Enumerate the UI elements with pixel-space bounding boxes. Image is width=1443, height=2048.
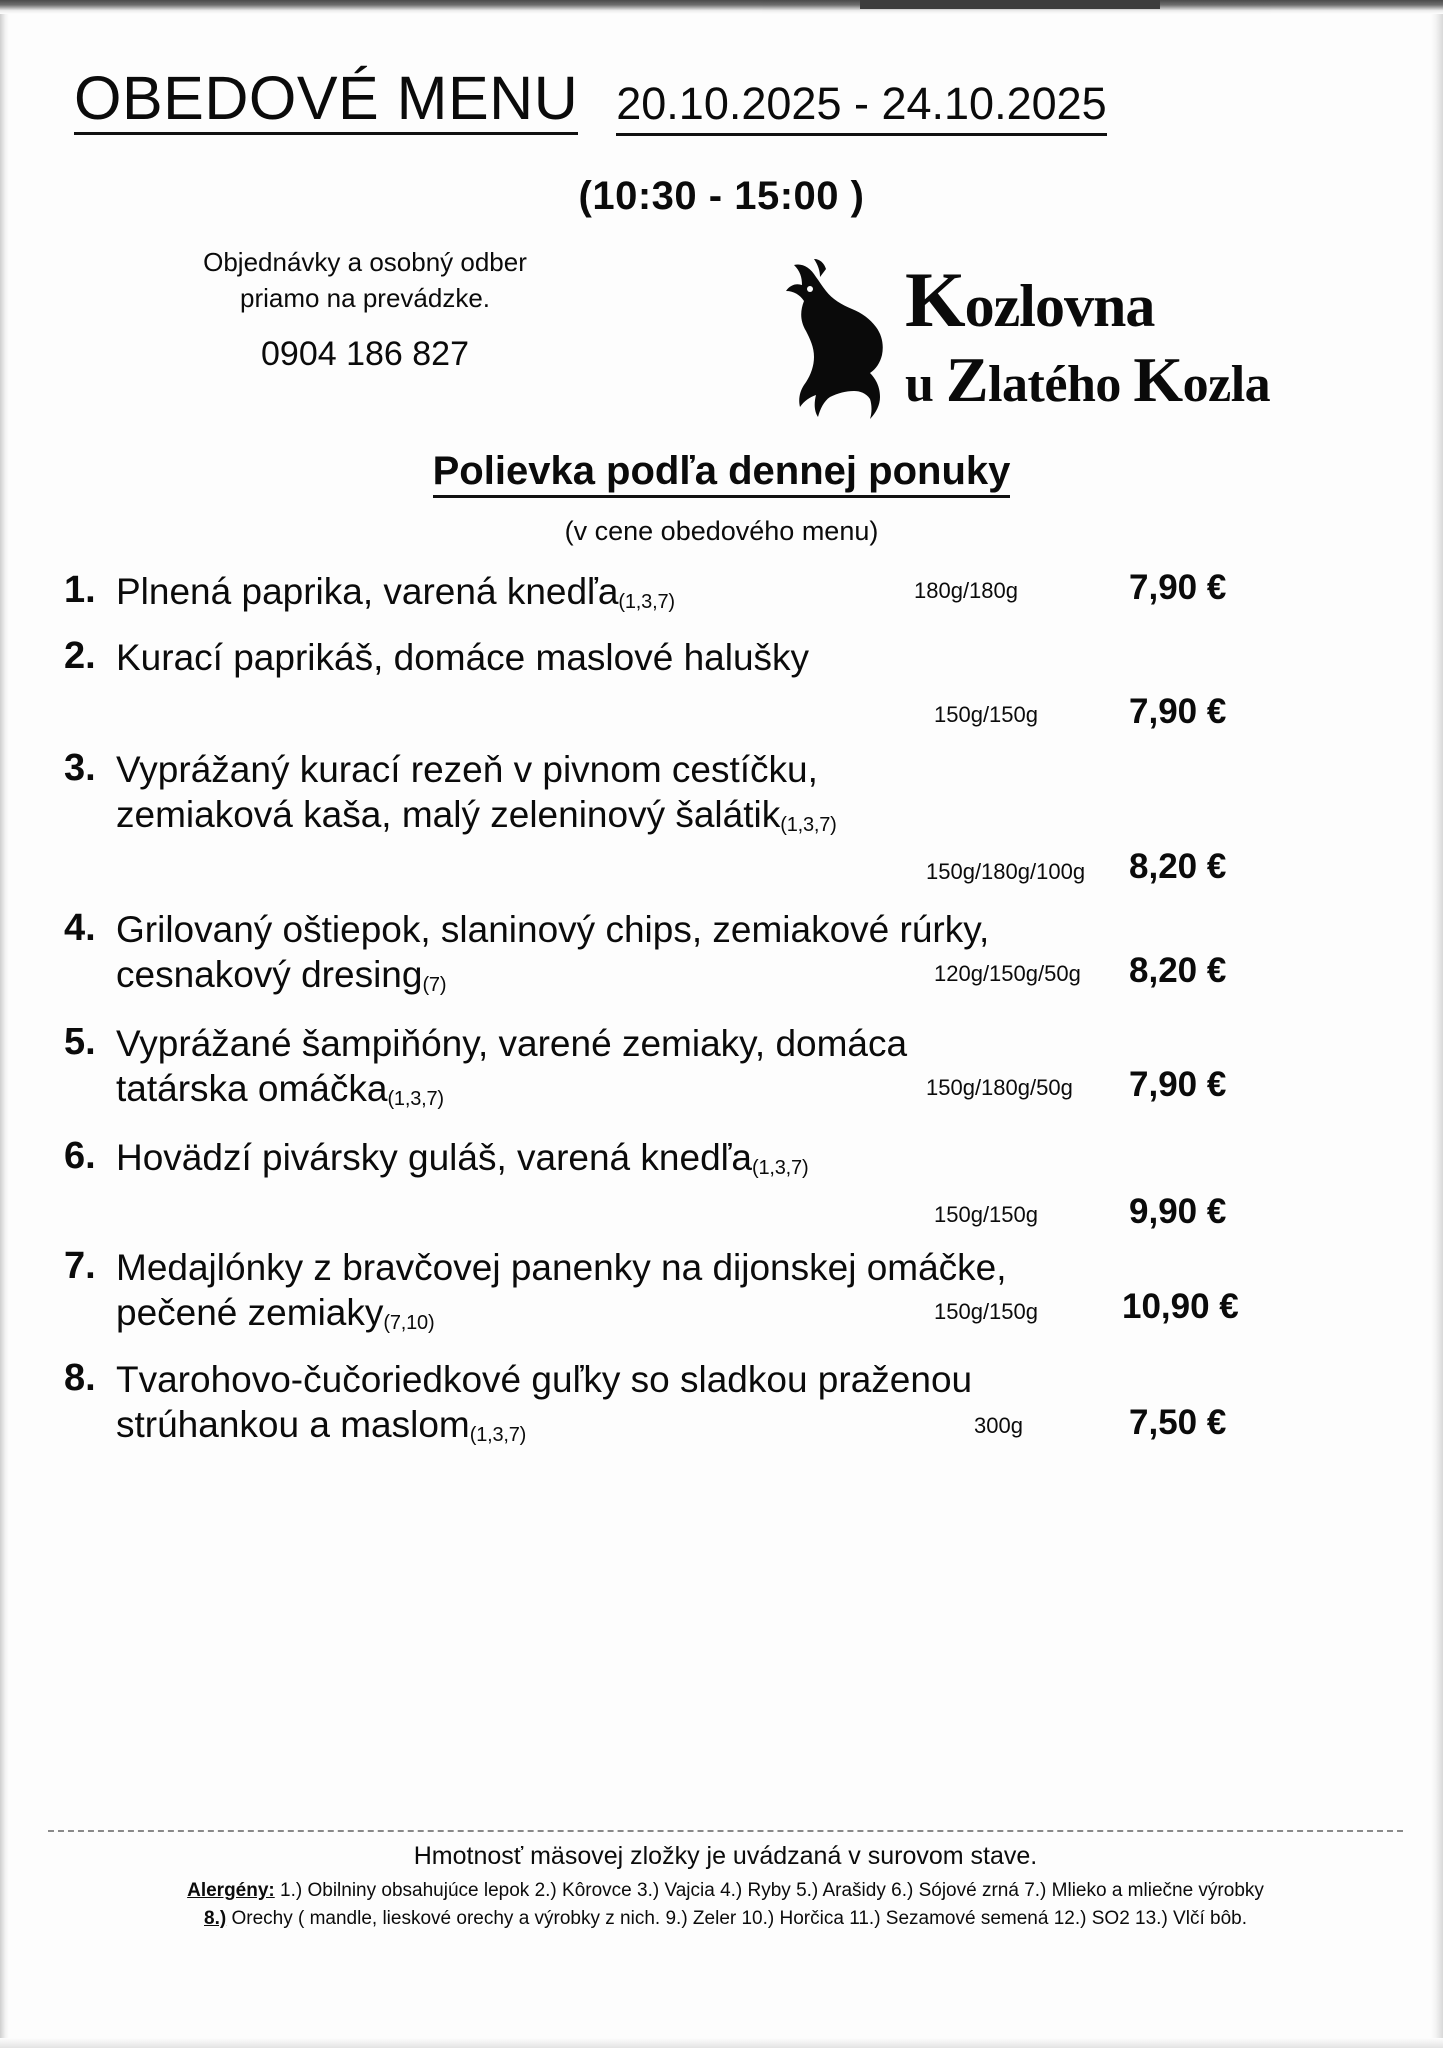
contact-line-2: priamo na prevádzke.	[239, 282, 491, 313]
page-title: OBEDOVÉ MENU	[74, 66, 578, 135]
item-weight: 150g/150g	[934, 702, 1038, 728]
item-name: Plnená paprika, varená knedľa	[116, 571, 619, 612]
item-price: 8,20 €	[1129, 951, 1227, 991]
item-allergens: (1,3,7)	[618, 591, 675, 614]
serving-hours: (10:30 - 15:00 )	[578, 174, 865, 218]
soup-heading-row	[40, 449, 1403, 498]
item-name: Vyprážaný kurací rezeň v pivnom cestíčku, zemiaková kaša, malý zeleninový šalátik	[116, 749, 818, 836]
logo-rest-ozlovna: ozlovna	[964, 273, 1155, 339]
item-number: 8.	[64, 1357, 96, 1399]
item-allergens: (1,3,7)	[752, 1157, 809, 1180]
allergen-legend-text-1: 1.) Obilniny obsahujúce lepok 2.) Kôrovce 3.) Vajcia 4.) Ryby 5.) Arašidy 6.) Sójové zrná 7.) Mlieko a mliečne výrobky	[274, 1880, 1264, 1901]
item-number: 5.	[64, 1021, 96, 1063]
allergen-legend-line-1	[48, 1877, 1403, 1905]
logo-rest-lateho: latého	[988, 356, 1134, 413]
item-number: 4.	[64, 907, 96, 949]
allergen-legend-line-2	[48, 1905, 1403, 1933]
menu-item	[54, 747, 1403, 905]
item-weight: 120g/150g/50g	[934, 961, 1081, 987]
menu-footer	[48, 1830, 1403, 1932]
scan-artifact	[860, 0, 1160, 9]
item-allergens: (1,3,7)	[387, 1088, 444, 1111]
item-number: 6.	[64, 1135, 96, 1177]
item-number: 3.	[64, 747, 96, 789]
logo-cap-k: K	[905, 256, 965, 343]
item-weight: 300g	[974, 1413, 1023, 1439]
logo-cap-k2: K	[1133, 344, 1183, 415]
item-allergens: (7,10)	[383, 1312, 435, 1335]
menu-header	[40, 66, 1403, 136]
item-name: Vyprážané šampiňóny, varené zemiaky, domáca tatárska omáčka	[116, 1023, 908, 1110]
contact-and-logo	[40, 245, 1403, 445]
restaurant-logo	[780, 256, 1340, 424]
allergen-legend-label: Alergény:	[187, 1880, 275, 1901]
item-allergens: (1,3,7)	[780, 814, 837, 837]
item-name: Kurací paprikáš, domáce maslové halušky	[116, 637, 810, 678]
scan-edge-right	[1431, 14, 1443, 2048]
menu-item	[54, 569, 1403, 633]
item-name: Hovädzí pivársky guláš, varená knedľa	[116, 1137, 753, 1178]
menu-item	[54, 907, 1403, 1019]
item-price: 9,90 €	[1129, 1192, 1227, 1232]
item-weight: 150g/150g	[934, 1299, 1038, 1325]
item-price: 7,90 €	[1129, 568, 1227, 608]
contact-phone: 0904 186 827	[261, 334, 469, 373]
soup-note: (v cene obedového menu)	[564, 516, 879, 546]
logo-cap-z: Z	[945, 344, 989, 415]
menu-item	[54, 1135, 1403, 1243]
item-weight: 150g/150g	[934, 1202, 1038, 1228]
menu-items-list	[40, 569, 1403, 1467]
item-weight: 150g/180g/50g	[926, 1075, 1073, 1101]
menu-item	[54, 1245, 1403, 1355]
item-price: 10,90 €	[1122, 1287, 1239, 1327]
footer-divider	[48, 1830, 1403, 1832]
menu-item	[54, 635, 1403, 745]
soup-title: Polievka podľa dennej ponuky	[433, 449, 1011, 498]
item-allergens: (7)	[422, 974, 447, 997]
footer-note: Hmotnosť mäsovej zložky je uvádzaná v surovom stave.	[413, 1842, 1038, 1870]
item-number: 7.	[64, 1245, 96, 1287]
item-name: Tvarohovo-čučoriedkové guľky so sladkou praženou strúhankou a maslom	[116, 1359, 973, 1446]
date-range: 20.10.2025 - 24.10.2025	[616, 78, 1106, 136]
scan-edge-bottom	[0, 2038, 1443, 2048]
allergen-legend-label-2: 8.)	[204, 1907, 227, 1929]
logo-line-1	[905, 256, 1270, 343]
item-price: 7,90 €	[1129, 692, 1227, 732]
item-weight: 180g/180g	[914, 578, 1018, 604]
logo-rest-ozla: ozla	[1182, 356, 1271, 413]
item-name: Medajlónky z bravčovej panenky na dijonskej omáčke, pečené zemiaky	[116, 1247, 1007, 1334]
contact-line-1: Objednávky a osobný odber	[203, 247, 527, 277]
item-price: 7,50 €	[1129, 1403, 1227, 1443]
item-number: 1.	[64, 569, 96, 611]
logo-prefix-u: u	[905, 356, 946, 413]
item-number: 2.	[64, 635, 96, 677]
menu-content	[40, 40, 1403, 1469]
item-allergens: (1,3,7)	[469, 1424, 527, 1447]
item-price: 7,90 €	[1129, 1065, 1227, 1105]
contact-block	[150, 245, 580, 378]
menu-item	[54, 1021, 1403, 1133]
scan-edge-top	[0, 0, 1443, 14]
item-weight: 150g/180g/100g	[926, 859, 1086, 885]
allergen-legend-text-2: Orechy ( mandle, lieskové orechy a výrobky z nich. 9.) Zeler 10.) Horčica 11.) Sezamové semená 12.) SO2 13.) Vlčí bôb.	[226, 1907, 1247, 1929]
logo-line-2	[905, 343, 1270, 417]
item-name: Grilovaný oštiepok, slaninový chips, zemiakové rúrky, cesnakový dresing	[116, 909, 990, 996]
item-price: 8,20 €	[1129, 847, 1227, 887]
menu-item	[54, 1357, 1403, 1467]
logo-wordmark	[905, 256, 1271, 417]
goat-icon	[780, 259, 910, 424]
scan-edge-left	[0, 14, 9, 2048]
